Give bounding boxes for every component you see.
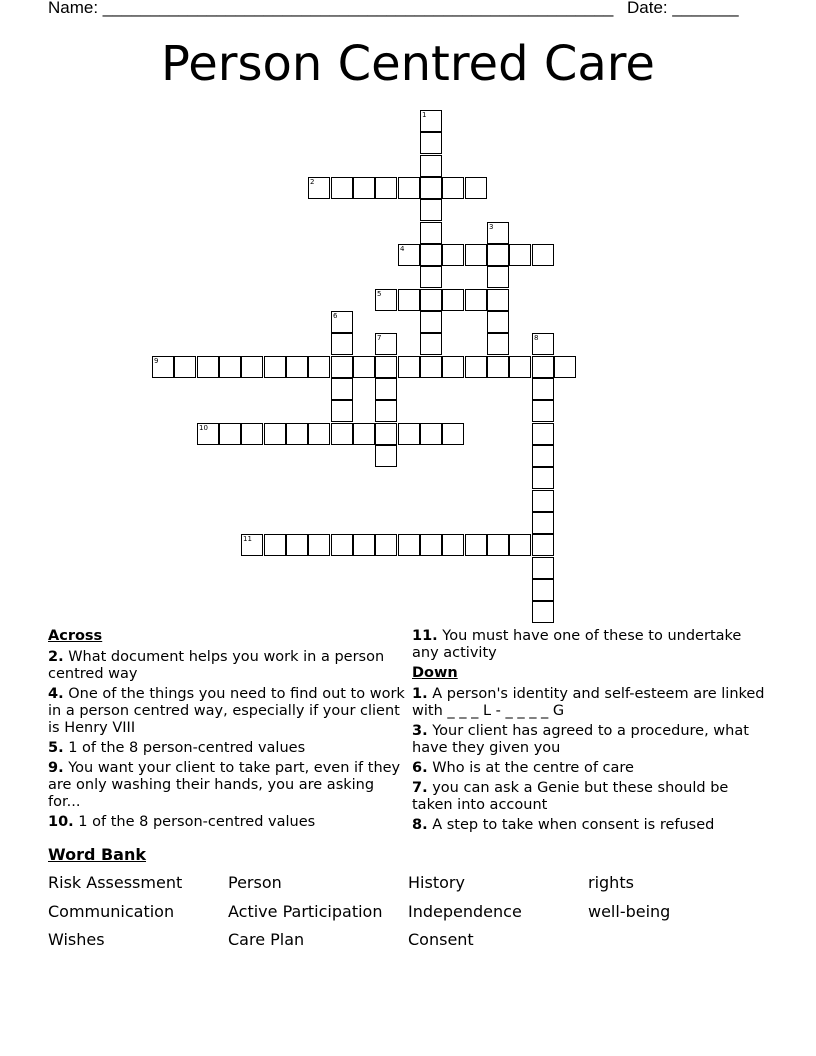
grid-cell[interactable] (241, 423, 263, 445)
clues-left-column (48, 628, 410, 834)
word-bank-item: rights (588, 873, 634, 892)
down-clue-list (412, 686, 772, 834)
clue-number: 3 (489, 223, 494, 231)
clue-number: 4. (48, 686, 64, 702)
grid-cell[interactable] (420, 132, 442, 154)
grid-cell[interactable] (442, 423, 464, 445)
across-clue-list-continued (412, 628, 772, 662)
clue-number: 7 (377, 334, 382, 342)
grid-cell[interactable] (398, 423, 420, 445)
grid-cell[interactable] (241, 356, 263, 378)
grid-cell[interactable] (375, 534, 397, 556)
grid-cell[interactable] (286, 423, 308, 445)
grid-cell[interactable] (487, 311, 509, 333)
grid-cell[interactable] (532, 356, 554, 378)
grid-cell[interactable] (532, 512, 554, 534)
clue-text: A person's identity and self-esteem are linked with _ _ _ L - _ _ _ _ G (412, 686, 765, 719)
grid-cell[interactable] (375, 333, 397, 355)
grid-cell[interactable] (398, 289, 420, 311)
clue-text: 1 of the 8 person-centred values (63, 740, 306, 756)
grid-cell[interactable] (353, 356, 375, 378)
grid-cell[interactable] (465, 244, 487, 266)
across-clue (48, 740, 410, 757)
grid-cell[interactable] (532, 534, 554, 556)
grid-cell[interactable] (197, 356, 219, 378)
word-bank-item: Person (228, 873, 282, 892)
grid-cell[interactable] (532, 467, 554, 489)
grid-cell[interactable] (398, 244, 420, 266)
grid-cell[interactable] (532, 557, 554, 579)
grid-cell[interactable] (264, 423, 286, 445)
grid-cell[interactable] (398, 534, 420, 556)
grid-cell[interactable] (532, 244, 554, 266)
grid-cell[interactable] (420, 534, 442, 556)
grid-cell[interactable] (442, 177, 464, 199)
grid-cell[interactable] (331, 534, 353, 556)
down-heading: Down (412, 665, 458, 681)
grid-cell[interactable] (331, 400, 353, 422)
word-bank-item: Independence (408, 902, 522, 921)
grid-cell[interactable] (174, 356, 196, 378)
grid-cell[interactable] (308, 177, 330, 199)
across-heading: Across (48, 628, 103, 644)
grid-cell[interactable] (353, 423, 375, 445)
grid-cell[interactable] (487, 534, 509, 556)
grid-cell[interactable] (308, 356, 330, 378)
grid-cell[interactable] (331, 177, 353, 199)
grid-cell[interactable] (375, 289, 397, 311)
across-clue (48, 814, 410, 831)
grid-cell[interactable] (420, 266, 442, 288)
word-bank-item: Communication (48, 902, 175, 921)
clue-text: What document helps you work in a person centred way (48, 649, 385, 682)
grid-cell[interactable] (487, 333, 509, 355)
grid-cell[interactable] (532, 490, 554, 512)
across-clue (48, 760, 410, 811)
grid-cell[interactable] (264, 534, 286, 556)
grid-cell[interactable] (219, 423, 241, 445)
grid-cell[interactable] (331, 333, 353, 355)
clue-number: 4 (400, 245, 405, 253)
across-clue (412, 628, 772, 662)
clue-number: 8. (412, 817, 428, 833)
clue-number: 6. (412, 760, 428, 776)
grid-cell[interactable] (398, 177, 420, 199)
clue-text: you can ask a Genie but these should be taken into account (412, 780, 729, 813)
grid-cell[interactable] (532, 423, 554, 445)
grid-cell[interactable] (241, 534, 263, 556)
word-bank-item: Care Plan (228, 930, 305, 949)
clue-number: 8 (534, 334, 539, 342)
clue-number: 11 (243, 535, 252, 543)
clue-number: 5. (48, 740, 64, 756)
word-bank-item: Wishes (48, 930, 105, 949)
grid-cell[interactable] (420, 244, 442, 266)
down-clue (412, 686, 772, 720)
grid-cell[interactable] (509, 534, 531, 556)
grid-cell[interactable] (465, 534, 487, 556)
grid-cell[interactable] (398, 356, 420, 378)
clues-right-column (412, 628, 772, 837)
across-clue-list (48, 649, 410, 831)
date-line: Date: _______ (627, 0, 739, 17)
grid-cell[interactable] (331, 423, 353, 445)
clue-text: Your client has agreed to a procedure, what have they given you (412, 723, 749, 756)
clue-number: 5 (377, 290, 382, 298)
grid-cell[interactable] (353, 177, 375, 199)
clue-text: Who is at the centre of care (427, 760, 634, 776)
grid-cell[interactable] (487, 222, 509, 244)
word-bank-item: Risk Assessment (48, 873, 183, 892)
clue-number: 2. (48, 649, 64, 665)
grid-cell[interactable] (532, 400, 554, 422)
grid-cell[interactable] (442, 289, 464, 311)
grid-cell[interactable] (442, 244, 464, 266)
clue-text: You must have one of these to undertake any activity (412, 628, 742, 661)
word-bank-item: Active Participation (228, 902, 383, 921)
down-clue (412, 760, 772, 777)
clue-number: 7. (412, 780, 428, 796)
grid-cell[interactable] (487, 266, 509, 288)
down-clue (412, 817, 772, 834)
name-line: Name: ______________________________________________________ (48, 0, 614, 17)
grid-cell[interactable] (420, 177, 442, 199)
grid-cell[interactable] (465, 289, 487, 311)
grid-cell[interactable] (286, 534, 308, 556)
grid-cell[interactable] (487, 356, 509, 378)
grid-cell[interactable] (420, 423, 442, 445)
clue-number: 1. (412, 686, 428, 702)
grid-cell[interactable] (353, 534, 375, 556)
grid-cell[interactable] (509, 356, 531, 378)
clue-number: 9 (154, 357, 159, 365)
grid-cell[interactable] (375, 423, 397, 445)
clue-number: 9. (48, 760, 64, 776)
grid-cell[interactable] (420, 289, 442, 311)
grid-cell[interactable] (375, 356, 397, 378)
grid-cell[interactable] (442, 356, 464, 378)
word-bank-item: Consent (408, 930, 474, 949)
clue-text: You want your client to take part, even if they are only washing their hands, you are asking for... (48, 760, 401, 810)
puzzle-title: Person Centred Care (161, 36, 655, 92)
grid-cell[interactable] (532, 333, 554, 355)
grid-cell[interactable] (308, 534, 330, 556)
word-bank-item: well-being (588, 902, 671, 921)
grid-cell[interactable] (420, 199, 442, 221)
across-clue (48, 649, 410, 683)
grid-cell[interactable] (264, 356, 286, 378)
grid-cell[interactable] (420, 110, 442, 132)
grid-cell[interactable] (554, 356, 576, 378)
grid-cell[interactable] (487, 244, 509, 266)
down-clue (412, 723, 772, 757)
clue-number: 6 (333, 312, 338, 320)
clue-number: 11. (412, 628, 438, 644)
clue-number: 1 (422, 111, 427, 119)
grid-cell[interactable] (487, 289, 509, 311)
grid-cell[interactable] (219, 356, 241, 378)
grid-cell[interactable] (375, 400, 397, 422)
grid-cell[interactable] (420, 311, 442, 333)
grid-cell[interactable] (465, 356, 487, 378)
grid-cell[interactable] (420, 155, 442, 177)
clue-text: One of the things you need to find out to work in a person centred way, especially if your client is Henry VIII (48, 686, 405, 736)
clue-text: A step to take when consent is refused (427, 817, 715, 833)
grid-cell[interactable] (197, 423, 219, 445)
clue-number: 2 (310, 178, 315, 186)
grid-cell[interactable] (331, 378, 353, 400)
grid-cell[interactable] (532, 378, 554, 400)
clue-number: 10 (199, 424, 208, 432)
word-bank-title: Word Bank (48, 845, 147, 864)
grid-cell[interactable] (152, 356, 174, 378)
grid-cell[interactable] (331, 356, 353, 378)
down-clue (412, 780, 772, 814)
grid-cell[interactable] (375, 378, 397, 400)
grid-cell[interactable] (286, 356, 308, 378)
clue-text: 1 of the 8 person-centred values (73, 814, 316, 830)
word-bank-item: History (408, 873, 465, 892)
grid-cell[interactable] (465, 177, 487, 199)
clue-number: 3. (412, 723, 428, 739)
grid-cell[interactable] (509, 244, 531, 266)
grid-cell[interactable] (532, 579, 554, 601)
grid-cell[interactable] (308, 423, 330, 445)
grid-cell[interactable] (420, 356, 442, 378)
grid-cell[interactable] (420, 222, 442, 244)
across-clue (48, 686, 410, 737)
grid-cell[interactable] (331, 311, 353, 333)
grid-cell[interactable] (532, 601, 554, 623)
clue-number: 10. (48, 814, 74, 830)
grid-cell[interactable] (420, 333, 442, 355)
grid-cell[interactable] (442, 534, 464, 556)
grid-cell[interactable] (375, 177, 397, 199)
grid-cell[interactable] (375, 445, 397, 467)
grid-cell[interactable] (532, 445, 554, 467)
